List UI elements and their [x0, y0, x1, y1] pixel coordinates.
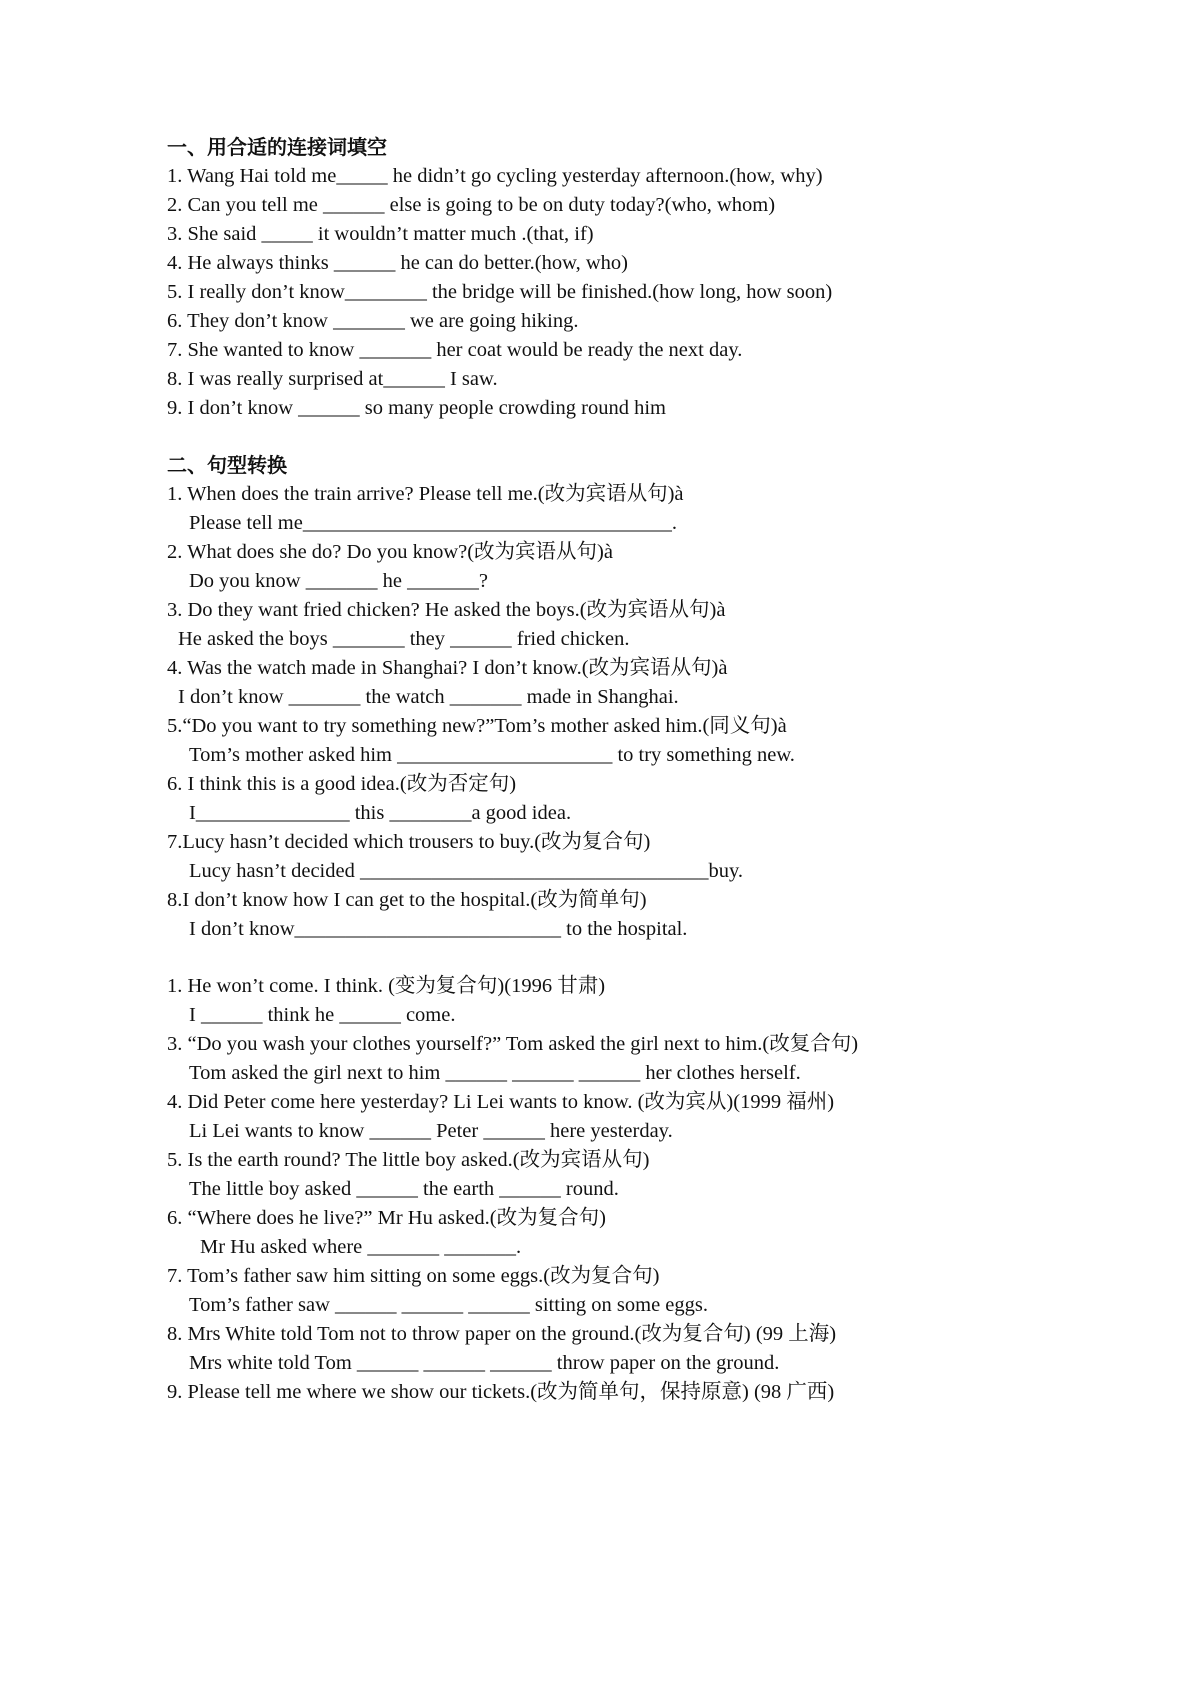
answer-line: Tom’s father saw ______ ______ ______ sitting on some eggs. — [189, 1294, 708, 1316]
exercise-line: 4. He always thinks ______ he can do better.(how, who) — [167, 252, 628, 274]
section-1-heading: 一、用合适的连接词填空 — [167, 135, 387, 159]
answer-line: He asked the boys _______ they ______ fried chicken. — [178, 628, 630, 650]
question-line: 9. Please tell me where we show our tickets.(改为简单句，保持原意) (98 广西) — [167, 1381, 835, 1403]
question-line: 7.Lucy hasn’t decided which trousers to buy.(改为复合句) — [167, 831, 651, 853]
exercise-line: 2. Can you tell me ______ else is going to be on duty today?(who, whom) — [167, 194, 776, 216]
answer-line: Tom’s mother asked him _____________________ to try something new. — [189, 744, 795, 766]
answer-line: Tom asked the girl next to him ______ ______ ______ her clothes herself. — [189, 1062, 801, 1084]
answer-line: Mrs white told Tom ______ ______ ______ throw paper on the ground. — [189, 1352, 780, 1374]
answer-line: The little boy asked ______ the earth ______ round. — [189, 1178, 619, 1200]
question-line: 7. Tom’s father saw him sitting on some eggs.(改为复合句) — [167, 1265, 660, 1287]
question-line: 4. Was the watch made in Shanghai? I don’t know.(改为宾语从句)à — [167, 657, 728, 679]
answer-line: I_______________ this ________a good idea. — [189, 802, 572, 824]
exercise-line: 8. I was really surprised at______ I saw. — [167, 368, 498, 390]
exercise-line: 6. They don’t know _______ we are going hiking. — [167, 310, 579, 332]
worksheet-content — [167, 133, 1067, 1407]
question-line: 1. He won’t come. I think. (变为复合句)(1996 甘肃) — [167, 975, 606, 997]
question-line: 6. “Where does he live?” Mr Hu asked.(改为复合句) — [167, 1207, 606, 1229]
answer-line: Li Lei wants to know ______ Peter ______ here yesterday. — [189, 1120, 673, 1142]
question-line: 3. Do they want fried chicken? He asked the boys.(改为宾语从句)à — [167, 599, 726, 621]
answer-line: Do you know _______ he _______? — [189, 570, 488, 592]
section-2-heading: 二、句型转换 — [167, 453, 287, 477]
question-line: 8.I don’t know how I can get to the hospital.(改为简单句) — [167, 889, 647, 911]
question-line: 1. When does the train arrive? Please tell me.(改为宾语从句)à — [167, 483, 684, 505]
answer-line: I don’t know _______ the watch _______ made in Shanghai. — [178, 686, 679, 708]
answer-line: Lucy hasn’t decided __________________________________buy. — [189, 860, 744, 882]
answer-line: I don’t know__________________________ to the hospital. — [189, 918, 688, 940]
question-line: 4. Did Peter come here yesterday? Li Lei wants to know. (改为宾从)(1999 福州) — [167, 1091, 835, 1113]
answer-line: I ______ think he ______ come. — [189, 1004, 456, 1026]
question-line: 3. “Do you wash your clothes yourself?” Tom asked the girl next to him.(改复合句) — [167, 1033, 859, 1055]
exercise-line: 3. She said _____ it wouldn’t matter much .(that, if) — [167, 223, 594, 245]
answer-line: Please tell me____________________________________. — [189, 512, 677, 534]
question-line: 2. What does she do? Do you know?(改为宾语从句)à — [167, 541, 613, 563]
question-line: 8. Mrs White told Tom not to throw paper on the ground.(改为复合句) (99 上海) — [167, 1323, 837, 1345]
exercise-line: 5. I really don’t know________ the bridge will be finished.(how long, how soon) — [167, 281, 833, 303]
question-line: 6. I think this is a good idea.(改为否定句) — [167, 773, 517, 795]
section-spacer — [167, 423, 1067, 451]
question-line: 5.“Do you want to try something new?”Tom’s mother asked him.(同义句)à — [167, 715, 787, 737]
question-line: 5. Is the earth round? The little boy asked.(改为宾语从句) — [167, 1149, 650, 1171]
exercise-line: 1. Wang Hai told me_____ he didn’t go cycling yesterday afternoon.(how, why) — [167, 165, 823, 187]
exercise-line: 7. She wanted to know _______ her coat would be ready the next day. — [167, 339, 743, 361]
section-spacer — [167, 944, 1067, 972]
exercise-line: 9. I don’t know ______ so many people crowding round him — [167, 397, 666, 419]
answer-line: Mr Hu asked where _______ _______. — [200, 1236, 522, 1258]
